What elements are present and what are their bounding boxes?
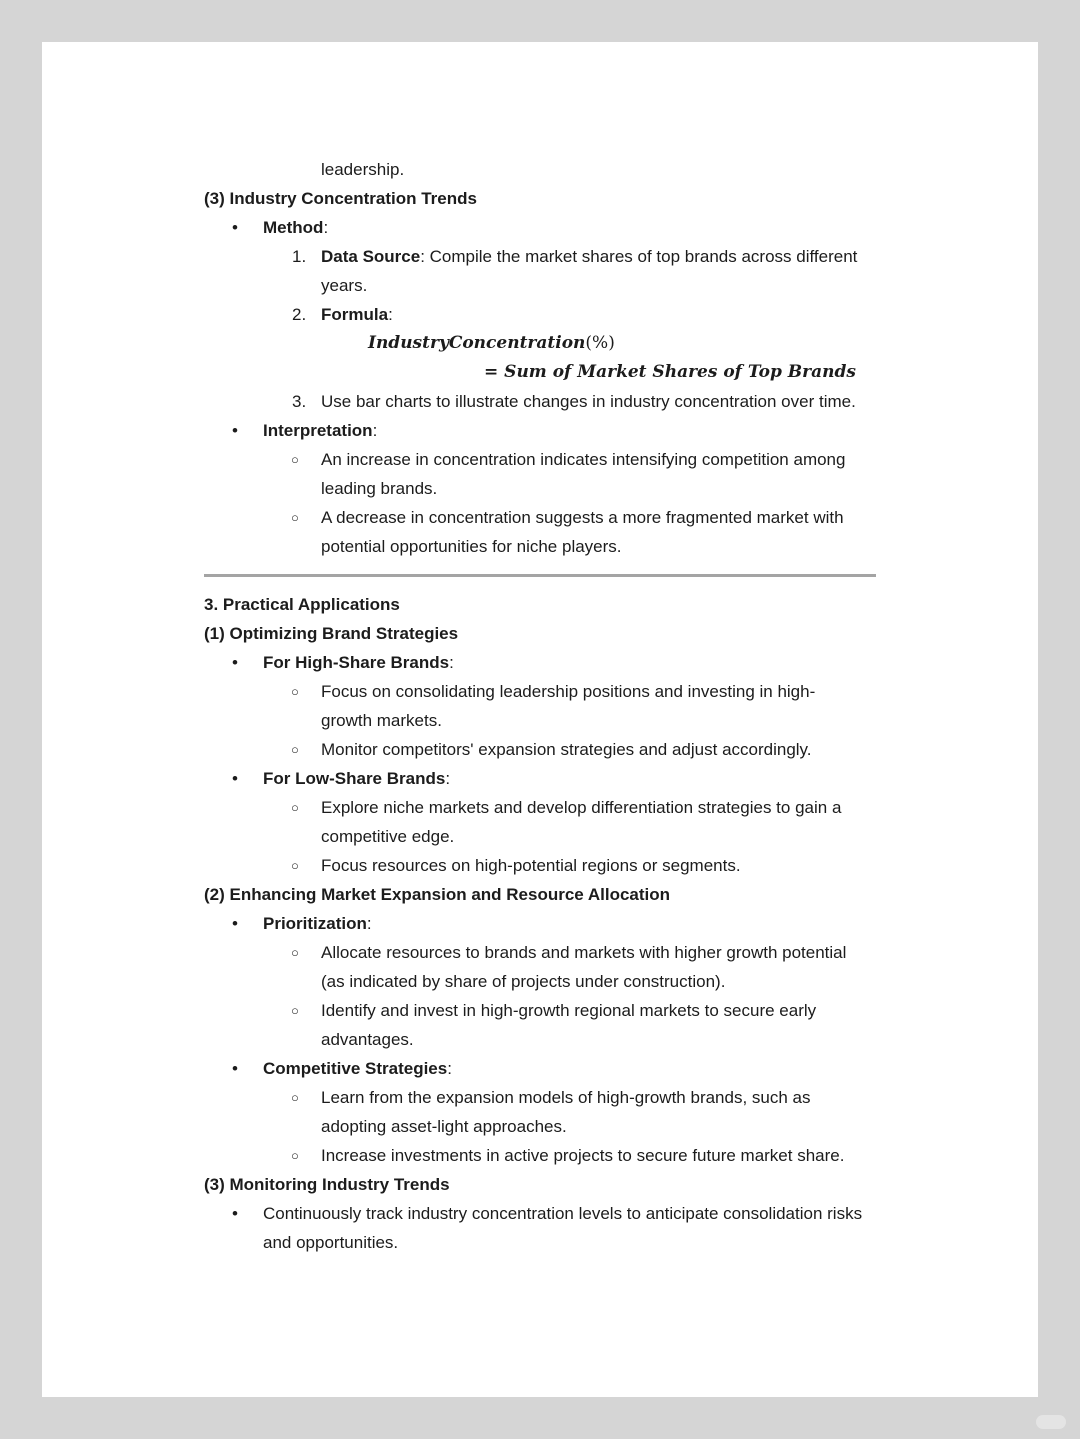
heading-optimizing-brand-strategies: (1) Optimizing Brand Strategies bbox=[204, 624, 459, 643]
horizontal-divider bbox=[204, 574, 876, 577]
list-item-data-source bbox=[321, 242, 857, 271]
heading-market-expansion: (2) Enhancing Market Expansion and Resource Allocation bbox=[204, 885, 671, 904]
watermark bbox=[1036, 1415, 1066, 1429]
interpretation-line: A decrease in concentration suggests a more fragmented market with bbox=[321, 508, 844, 527]
list-line: Allocate resources to brands and markets with higher growth potential bbox=[321, 943, 847, 962]
high-share-label: For High-Share Brands bbox=[263, 653, 450, 672]
list-item-formula bbox=[321, 300, 393, 329]
circle-bullet: ○ bbox=[291, 1003, 299, 1018]
interpretation-line: An increase in concentration indicates intensifying competition among bbox=[321, 450, 846, 469]
list-line: competitive edge. bbox=[321, 827, 455, 846]
list-number: 2. bbox=[292, 305, 307, 324]
list-line: Learn from the expansion models of high-growth brands, such as bbox=[321, 1088, 811, 1107]
colon: : bbox=[447, 1059, 452, 1078]
circle-bullet: ○ bbox=[291, 1090, 299, 1105]
colon: : bbox=[449, 653, 454, 672]
list-line: Explore niche markets and develop differentiation strategies to gain a bbox=[321, 798, 842, 817]
list-line: Monitor competitors' expansion strategies and adjust accordingly. bbox=[321, 740, 812, 759]
list-line: growth markets. bbox=[321, 711, 442, 730]
circle-bullet: ○ bbox=[291, 742, 299, 757]
heading-practical-applications: 3. Practical Applications bbox=[204, 595, 400, 614]
method-label: Method bbox=[263, 218, 324, 237]
circle-bullet: ○ bbox=[291, 452, 299, 467]
high-share-item bbox=[263, 648, 454, 677]
formula-rhs-expr: = Sum of Market Shares of Top Brands bbox=[484, 362, 856, 382]
list-number: 1. bbox=[292, 247, 307, 266]
formula-label: Formula bbox=[321, 305, 389, 324]
list-item-bar-charts: Use bar charts to illustrate changes in industry concentration over time. bbox=[321, 392, 856, 411]
colon: : bbox=[445, 769, 451, 788]
interpretation-label: Interpretation bbox=[263, 421, 373, 440]
colon: : bbox=[323, 218, 329, 237]
colon: : bbox=[366, 914, 372, 933]
bullet-marker: • bbox=[232, 653, 238, 672]
data-source-text: : Compile the market shares of top brands across different bbox=[420, 247, 858, 266]
list-line: Continuously track industry concentration levels to anticipate consolidation risks bbox=[263, 1204, 863, 1223]
formula-rhs bbox=[484, 358, 856, 387]
low-share-item bbox=[263, 764, 450, 793]
circle-bullet: ○ bbox=[291, 800, 299, 815]
formula-lhs-unit: (%) bbox=[585, 333, 615, 353]
list-line: Focus resources on high-potential regions or segments. bbox=[321, 856, 741, 875]
carry-over-text: leadership. bbox=[321, 160, 405, 179]
document-page bbox=[42, 42, 1038, 1397]
colon: : bbox=[372, 421, 378, 440]
bullet-marker: • bbox=[232, 914, 238, 933]
low-share-label: For Low-Share Brands bbox=[263, 769, 446, 788]
list-line: (as indicated by share of projects under construction). bbox=[321, 972, 726, 991]
formula-colon: : bbox=[388, 305, 393, 324]
bullet-marker: • bbox=[232, 769, 238, 788]
heading-monitoring-trends: (3) Monitoring Industry Trends bbox=[204, 1175, 450, 1194]
circle-bullet: ○ bbox=[291, 1148, 299, 1163]
circle-bullet: ○ bbox=[291, 945, 299, 960]
list-line: and opportunities. bbox=[263, 1233, 399, 1252]
formula-lhs-var: IndustryConcentration bbox=[368, 333, 586, 353]
list-line: Increase investments in active projects to secure future market share. bbox=[321, 1146, 845, 1165]
prioritization-item bbox=[263, 909, 372, 938]
circle-bullet: ○ bbox=[291, 510, 299, 525]
list-line: advantages. bbox=[321, 1030, 414, 1049]
data-source-label: Data Source bbox=[321, 247, 421, 266]
bullet-marker: • bbox=[232, 1204, 238, 1223]
interpretation-line: leading brands. bbox=[321, 479, 438, 498]
bullet-marker: • bbox=[232, 1059, 238, 1078]
bullet-marker: • bbox=[232, 421, 238, 440]
prioritization-label: Prioritization bbox=[263, 914, 367, 933]
list-number: 3. bbox=[292, 392, 307, 411]
circle-bullet: ○ bbox=[291, 858, 299, 873]
list-line: Focus on consolidating leadership positions and investing in high- bbox=[321, 682, 816, 701]
list-line: adopting asset-light approaches. bbox=[321, 1117, 567, 1136]
list-line: Identify and invest in high-growth regional markets to secure early bbox=[321, 1001, 817, 1020]
formula-lhs bbox=[368, 329, 615, 358]
heading-industry-concentration: (3) Industry Concentration Trends bbox=[204, 189, 477, 208]
competitive-strategies-label: Competitive Strategies bbox=[263, 1059, 448, 1078]
interpretation-item bbox=[263, 416, 377, 445]
bullet-marker: • bbox=[232, 218, 238, 237]
data-source-continuation: years. bbox=[321, 276, 368, 295]
competitive-strategies-item bbox=[263, 1054, 452, 1083]
circle-bullet: ○ bbox=[291, 684, 299, 699]
interpretation-line: potential opportunities for niche players. bbox=[321, 537, 622, 556]
method-item bbox=[263, 213, 328, 242]
